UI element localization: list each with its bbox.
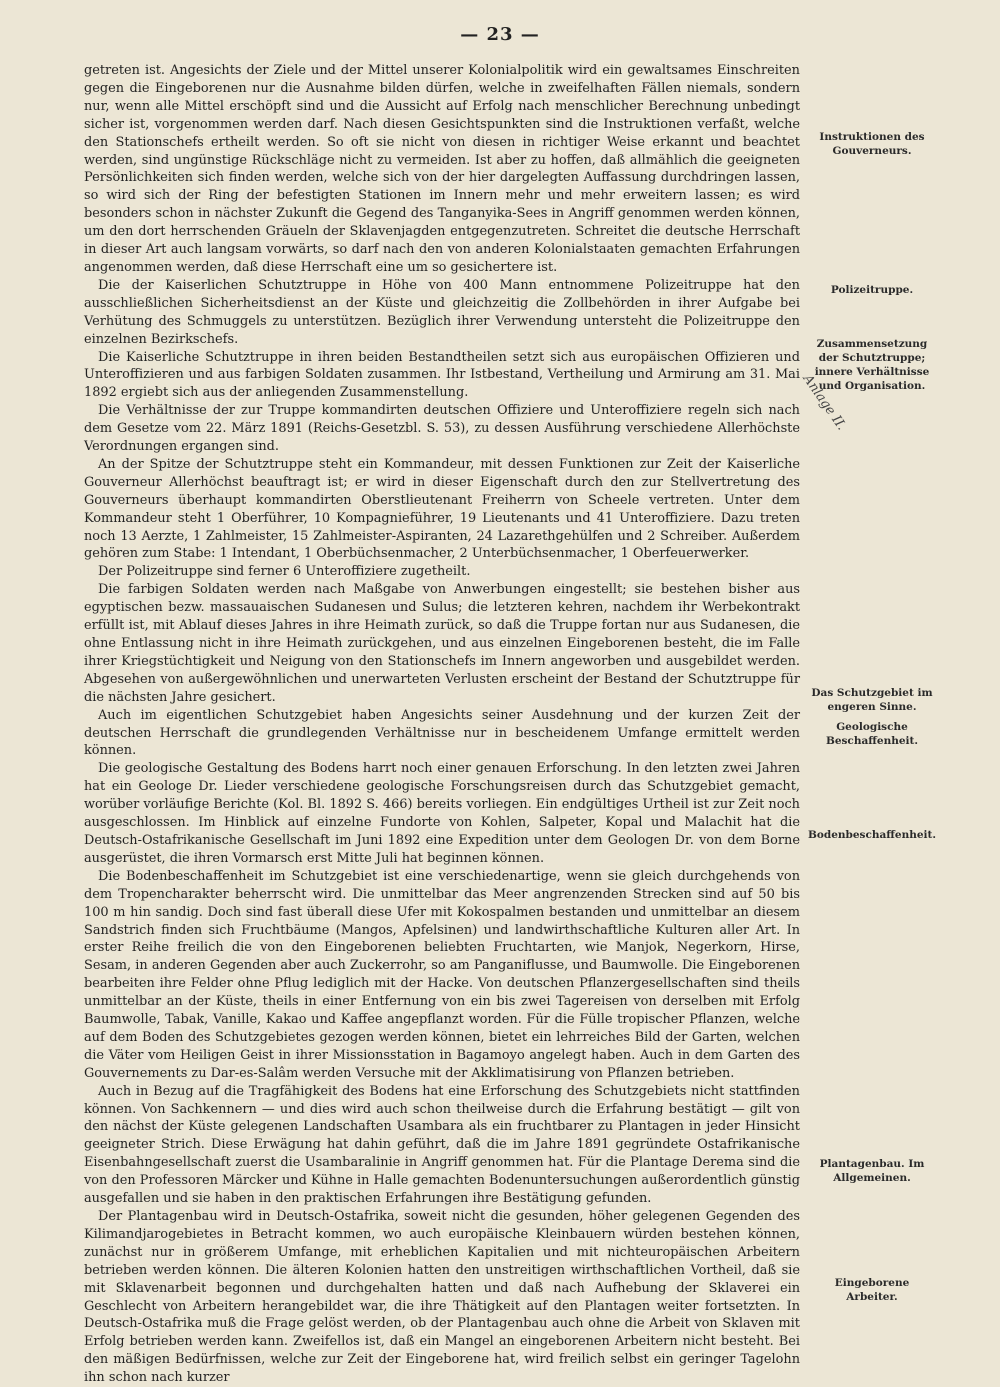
margin-note: Das Schutzgebiet im engeren Sinne. [811, 687, 933, 713]
paragraph: Der Polizeitruppe sind ferner 6 Unteroffiziere zugetheilt. [98, 564, 471, 580]
main-text [84, 62, 800, 1386]
paragraph: Der Plantagenbau wird in Deutsch-Ostafrika, soweit nicht die gesunden, höher gelegenen Gegenden des Kilimandjarogebietes in Betracht kommen, wo auch europäische Kleinbauern würden bestehen können, zunächst nur in größerem Umfange, mit erheblichen Kapitalien und mit nichteuropäischen Arbeitern betrieben werden können. Die älteren Kolonien hatten den unstreitigen wirthschaftlichen Vortheil, daß sie mit Sklavenarbeit begonnen und durchgehalten hatten und daß nach Aufhebung der Sklaverei ein Geschlecht von Arbeitern herangebildet war, die ihre Thätigkeit auf den Plantagen weiter fortsetzten. In Deutsch-Ostafrika muß die Frage gelöst werden, ob der Plantagenbau auch ohne die Arbeit von Sklaven mit Erfolg betrieben werden kann. Zweifellos ist, daß ein Mangel an eingeborenen Arbeitern nicht besteht. Bei den mäßigen Bedürfnissen, welche zur Zeit der Eingeborene hat, wird freilich selbst ein geringer Tagelohn ihn schon nach kurzer [84, 1209, 800, 1386]
paragraph: Die geologische Gestaltung des Bodens harrt noch einer genauen Erforschung. In den letzten zwei Jahren hat ein Geologe Dr. Lieder verschiedene geologische Forschungsreisen durch das Schutzgebiet gemacht, worüber vorläufige Berichte (Kol. Bl. 1892 S. 466) bereits vorliegen. Ein endgültiges Urtheil ist zur Zeit noch ausgeschlossen. Im Hinblick auf einzelne Fundorte von Kohlen, Salpeter, Kopal und Malachit hat die Deutsch-Ostafrikanische Gesellschaft im Juni 1892 eine Expedition unter dem Geologen Dr. von dem Borne ausgerüstet, die ihren Vormarsch erst Mitte Juli hat beginnen können. [84, 761, 800, 866]
margin-note: Zusammensetzung der Schutztruppe; innere Verhältnisse und Organisation. [814, 338, 930, 392]
paragraph: Die der Kaiserlichen Schutztruppe in Höhe von 400 Mann entnommene Polizeitruppe hat den ausschließlichen Sicherheitsdienst an der Küste und gleichzeitig die Zollbehörden in ihrer Aufgabe bei Verhütung des Schmuggels zu unterstützen. Bezüglich ihrer Verwendung untersteht die Polizeitruppe den einzelnen Bezirkschefs. [84, 277, 800, 347]
paragraph: Die farbigen Soldaten werden nach Maßgabe von Anwerbungen eingestellt; sie bestehen bisher aus egyptischen bezw. massauaischen Sudanesen und Sulus; die letzteren kehren, nachdem ihr Werbekontrakt erfüllt ist, mit Ablauf dieses Jahres in ihre Heimath zurück, so daß die Truppe fortan nur aus Sudanesen, die ohne Entlassung nicht in ihre Heimath zurückgehen, und aus einzelnen Eingeborenen besteht, die im Falle ihrer Kriegstüchtigkeit und Neigung von den Stationschefs im Innern angeworben und ausgebildet werden. Abgesehen von außergewöhnlichen und unerwarteten Verlusten erscheint der Bestand der Schutztruppe für die nächsten Jahre gesichert. [84, 582, 800, 705]
paragraph: Auch im eigentlichen Schutzgebiet haben Angesichts seiner Ausdehnung und der kurzen Zeit der deutschen Herrschaft die grundlegenden Verhältnisse nur in bescheidenem Umfange ermittelt werden können. [84, 707, 800, 759]
margin-note: Bodenbeschaffenheit. [808, 829, 937, 841]
paragraph: Auch in Bezug auf die Tragfähigkeit des Bodens hat eine Erforschung des Schutzgebiets nicht stattfinden können. Von Sachkennern — und dies wird auch schon theilweise durch die Erfahrung bestätigt — gilt von den nächst der Küste gelegenen Landschaften Usambara als ein fruchtbarer zu Plantagen in jeder Hinsicht geeigneter Strich. Diese Erwägung hat dahin geführt, daß die im Jahre 1891 gegründete Ostafrikanische Eisenbahngesellschaft zuerst die Usambaralinie in Angriff genommen hat. Für die Plantage Derema sind die von den Professoren Märcker und Kühne in Halle gemachten Bodenuntersuchungen außerordentlich günstig ausgefallen und sie haben in den praktischen Erfahrungen ihre Bestätigung gefunden. [84, 1083, 800, 1207]
margin-note: Instruktionen des Gouverneurs. [819, 131, 925, 157]
paragraph: An der Spitze der Schutztruppe steht ein Kommandeur, mit dessen Funktionen zur Zeit der Kaiserliche Gouverneur Allerhöchst beauftragt ist; er wird in dieser Eigenschaft durch den zur Stellvertretung des Gouverneurs überhaupt kommandirten Oberstlieutenant Freiherrn von Scheele vertreten. Unter dem Kommandeur steht 1 Oberführer, 10 Kompagnieführer, 19 Lieutenants und 41 Unteroffiziere. Dazu treten noch 13 Aerzte, 1 Zahlmeister, 15 Zahlmeister-Aspiranten, 24 Lazarethgehülfen und 2 Schreiber. Außerdem gehören zum Stabe: 1 Intendant, 1 Oberbüchsenmacher, 2 Unterbüchsenmacher, 1 Oberfeuerwerker. [84, 456, 800, 562]
paragraph: Die Bodenbeschaffenheit im Schutzgebiet ist eine verschiedenartige, wenn sie gleich durchgehends von dem Tropencharakter beherrscht wird. Die unmittelbar das Meer angrenzenden Strecken sind auf 50 bis 100 m hin sandig. Doch sind fast überall diese Ufer mit Kokospalmen bestanden und unmittelbar an diesem Sandstrich finden sich Fruchtbäume (Mangos, Apfelsinen) und landwirthschaftliche Kulturen aller Art. In erster Reihe freilich die von den Eingeborenen beliebten Fruchtarten, wie Manjok, Negerkorn, Hirse, Sesam, in anderen Gegenden aber auch Zuckerrohr, so am Panganiflusse, und Baumwolle. Die Eingeborenen bearbeiten ihre Felder ohne Pflug lediglich mit der Hacke. Von deutschen Pflanzergesellschaften sind theils unmittelbar an der Küste, theils in einer Entfernung von ein bis zwei Tagereisen von derselben mit Erfolg Baumwolle, Tabak, Vanille, Kakao und Kaffee angepflanzt worden. Für die Fülle tropischer Pflanzen, welche auf dem Boden des Schutzgebietes gezogen werden können, bietet ein lehrreiches Bild der Garten, welchen die Väter vom Heiligen Geist in ihrer Missionsstation in Bagamoyo angelegt haben. Auch in dem Garten des Gouvernements zu Dar-es-Salâm werden Versuche mit der Akklimatisirung von Pflanzen betrieben. [84, 868, 800, 1081]
paragraph: Die Verhältnisse der zur Truppe kommandirten deutschen Offiziere und Unteroffiziere regeln sich nach dem Gesetze vom 22. März 1891 (Reichs-Gesetzbl. S. 53), zu dessen Ausführung verschiedene Allerhöchste Verordnungen ergangen sind. [84, 403, 800, 455]
page-number: — 23 — [460, 24, 540, 45]
margin-note: Polizeitruppe. [830, 284, 914, 296]
margin-note: Geologische Beschaffenheit. [825, 721, 919, 747]
paragraph: Die Kaiserliche Schutztruppe in ihren beiden Bestandtheilen setzt sich aus europäischen Offizieren und Unteroffizieren und aus farbigen Soldaten zusammen. Ihr Istbestand, Vertheilung und Armirung am 31. Mai 1892 ergiebt sich aus der anliegenden Zusammenstellung. [84, 349, 800, 401]
margin-stamp: Anlage II. [799, 372, 849, 434]
margin-note: Plantagenbau. Im Allgemeinen. [819, 1158, 925, 1184]
paragraph: getreten ist. Angesichts der Ziele und der Mittel unserer Kolonialpolitik wird ein gewaltsames Einschreiten gegen die Eingeborenen nur die Ausnahme bilden dürfen, welche in zweifelhaften Fällen niemals, sondern nur, wenn alle Mittel erschöpft sind und die Aussicht auf Erfolg nach menschlicher Berechnung unbedingt sicher ist, vorgenommen werden darf. Nach diesen Gesichtspunkten sind die Instruktionen verfaßt, welche den Stationschefs ertheilt werden. So oft sie nicht von diesen in richtiger Weise erkannt und beachtet werden, sind ungünstige Rückschläge nicht zu vermeiden. Ist aber zu hoffen, daß allmählich die geeigneten Persönlichkeiten sich finden werden, welche sich von der hier dargelegten Auffassung durchdringen lassen, so wird sich der Ring der befestigten Stationen im Innern mehr und mehr erweitern lassen; es wird besonders schon in nächster Zukunft die Gegend des Tanganyika-Sees in Angriff genommen werden können, um den dort herrschenden Gräueln der Sklavenjagden entgegenzutreten. Schreitet die deutsche Herrschaft in dieser Art auch langsam vorwärts, so darf nach den von anderen Kolonialstaaten gemachten Erfahrungen angenommen werden, daß diese Herrschaft eine um so gesichertere ist. [84, 63, 800, 275]
margin-note: Eingeborene Arbeiter. [834, 1277, 910, 1303]
